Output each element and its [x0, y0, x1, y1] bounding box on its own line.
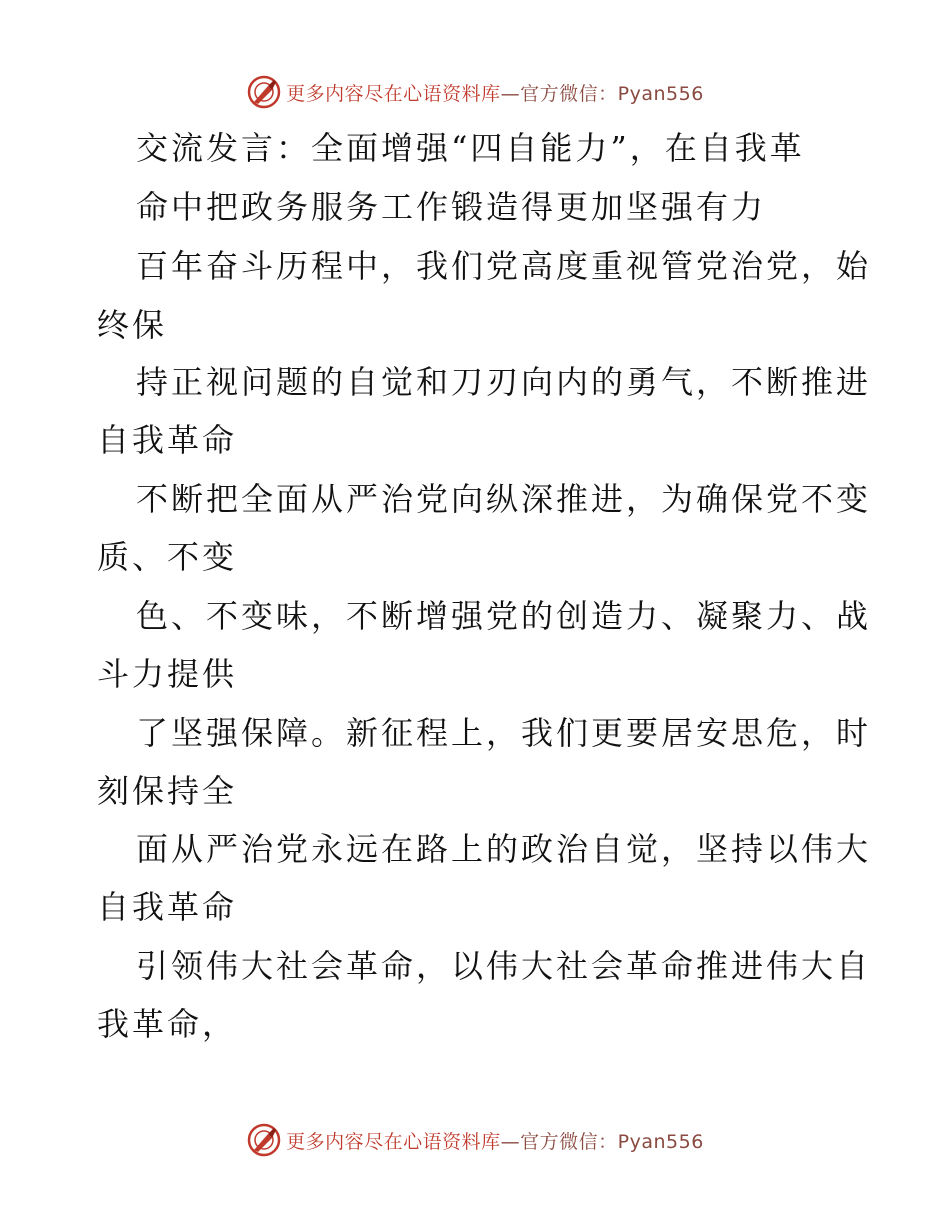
- paragraph-line: 刻保持全: [97, 772, 238, 810]
- document-title-line-1: 交流发言：全面增强“四自能力”，在自我革: [136, 129, 805, 167]
- paragraph-line: 面从严治党永远在路上的政治自觉，坚持以伟大: [136, 830, 872, 868]
- paragraph-line: 了坚强保障。新征程上，我们更要居安思危，时: [136, 714, 872, 752]
- pen-logo-icon: [246, 1122, 282, 1158]
- paragraph-line: 不断把全面从严治党向纵深推进，为确保党不变: [136, 480, 872, 518]
- header-banner: [0, 72, 950, 112]
- footer-banner: [0, 1120, 950, 1160]
- paragraph-line: 质、不变: [97, 538, 238, 576]
- header-brand-text: 更多内容尽在心语资料库—官方微信：Pyan556: [286, 82, 704, 105]
- paragraph-line: 终保: [97, 306, 168, 344]
- paragraph-line: 持正视问题的自觉和刀刃向内的勇气，不断推进: [136, 363, 872, 401]
- paragraph-line: 引领伟大社会革命，以伟大社会革命推进伟大自: [136, 947, 872, 985]
- paragraph-line: 自我革命: [97, 888, 238, 926]
- paragraph-line: 斗力提供: [97, 655, 238, 693]
- document-title-line-2: 命中把政务服务工作锻造得更加坚强有力: [136, 188, 767, 226]
- paragraph-line: 色、不变味，不断增强党的创造力、凝聚力、战: [136, 597, 872, 635]
- paragraph-line: 百年奋斗历程中，我们党高度重视管党治党，始: [136, 247, 872, 285]
- paragraph-line: 我革命，: [97, 1005, 238, 1043]
- footer-brand-text: 更多内容尽在心语资料库—官方微信：Pyan556: [286, 1130, 704, 1153]
- paragraph-line: 自我革命: [97, 421, 238, 459]
- pen-logo-icon: [246, 74, 282, 110]
